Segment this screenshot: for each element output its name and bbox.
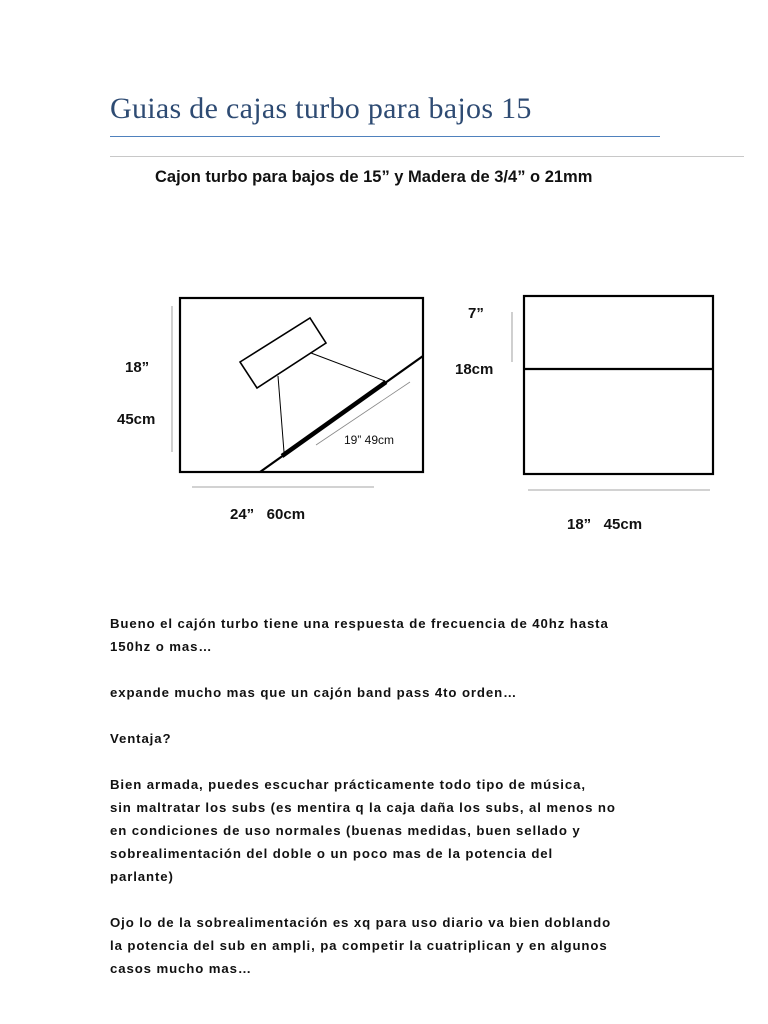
front-view-box	[524, 296, 713, 474]
title-underline	[110, 136, 660, 137]
paragraph-line: Ventaja?	[110, 731, 172, 746]
paragraph-5	[110, 911, 670, 980]
cone-line-left	[278, 376, 284, 452]
front-view	[455, 296, 713, 533]
paragraph-line: Bueno el cajón turbo tiene una respuesta de frecuencia de 40hz hasta	[110, 616, 609, 631]
side-view	[117, 298, 423, 523]
paragraph-line: la potencia del sub en ampli, pa competir la cuatriplican y en algunos	[110, 938, 608, 953]
side-width-label: 24” 60cm	[230, 506, 306, 523]
article-body	[110, 612, 670, 1003]
paragraph-1	[110, 612, 670, 658]
paragraph-line: Ojo lo de la sobrealimentación es xq para uso diario va bien doblando	[110, 915, 612, 930]
paragraph-line: Bien armada, puedes escuchar prácticamente todo tipo de música,	[110, 777, 586, 792]
paragraph-line: parlante)	[110, 869, 174, 884]
paragraph-4	[110, 773, 670, 888]
port-height-cm: 18cm	[455, 361, 494, 378]
paragraph-line: sobrealimentación del doble o un poco mas de la potencia del	[110, 846, 554, 861]
paragraph-line: sin maltratar los subs (es mentira q la caja daña los subs, al menos no	[110, 800, 616, 815]
side-height-in: 18”	[125, 359, 150, 376]
figure-heading: Cajon turbo para bajos de 15” y Madera de 3/4” o 21mm	[155, 168, 593, 186]
speaker-rectangle	[240, 318, 326, 388]
paragraph-line: casos mucho mas…	[110, 961, 252, 976]
paragraph-line: expande mucho mas que un cajón band pass 4to orden…	[110, 685, 518, 700]
paragraph-line: 150hz o mas…	[110, 639, 213, 654]
port-height-in: 7”	[468, 305, 484, 322]
paragraph-2	[110, 681, 670, 704]
front-width-label: 18” 45cm	[567, 516, 643, 533]
baffle-label: 19” 49cm	[344, 433, 395, 447]
document-title: Guias de cajas turbo para bajos 15	[110, 92, 532, 125]
side-height-cm: 45cm	[117, 411, 156, 428]
cone-line-right	[311, 353, 385, 381]
paragraph-line: en condiciones de uso normales (buenas medidas, buen sellado y	[110, 823, 581, 838]
cabinet-diagram	[0, 150, 768, 550]
paragraph-3	[110, 727, 670, 750]
